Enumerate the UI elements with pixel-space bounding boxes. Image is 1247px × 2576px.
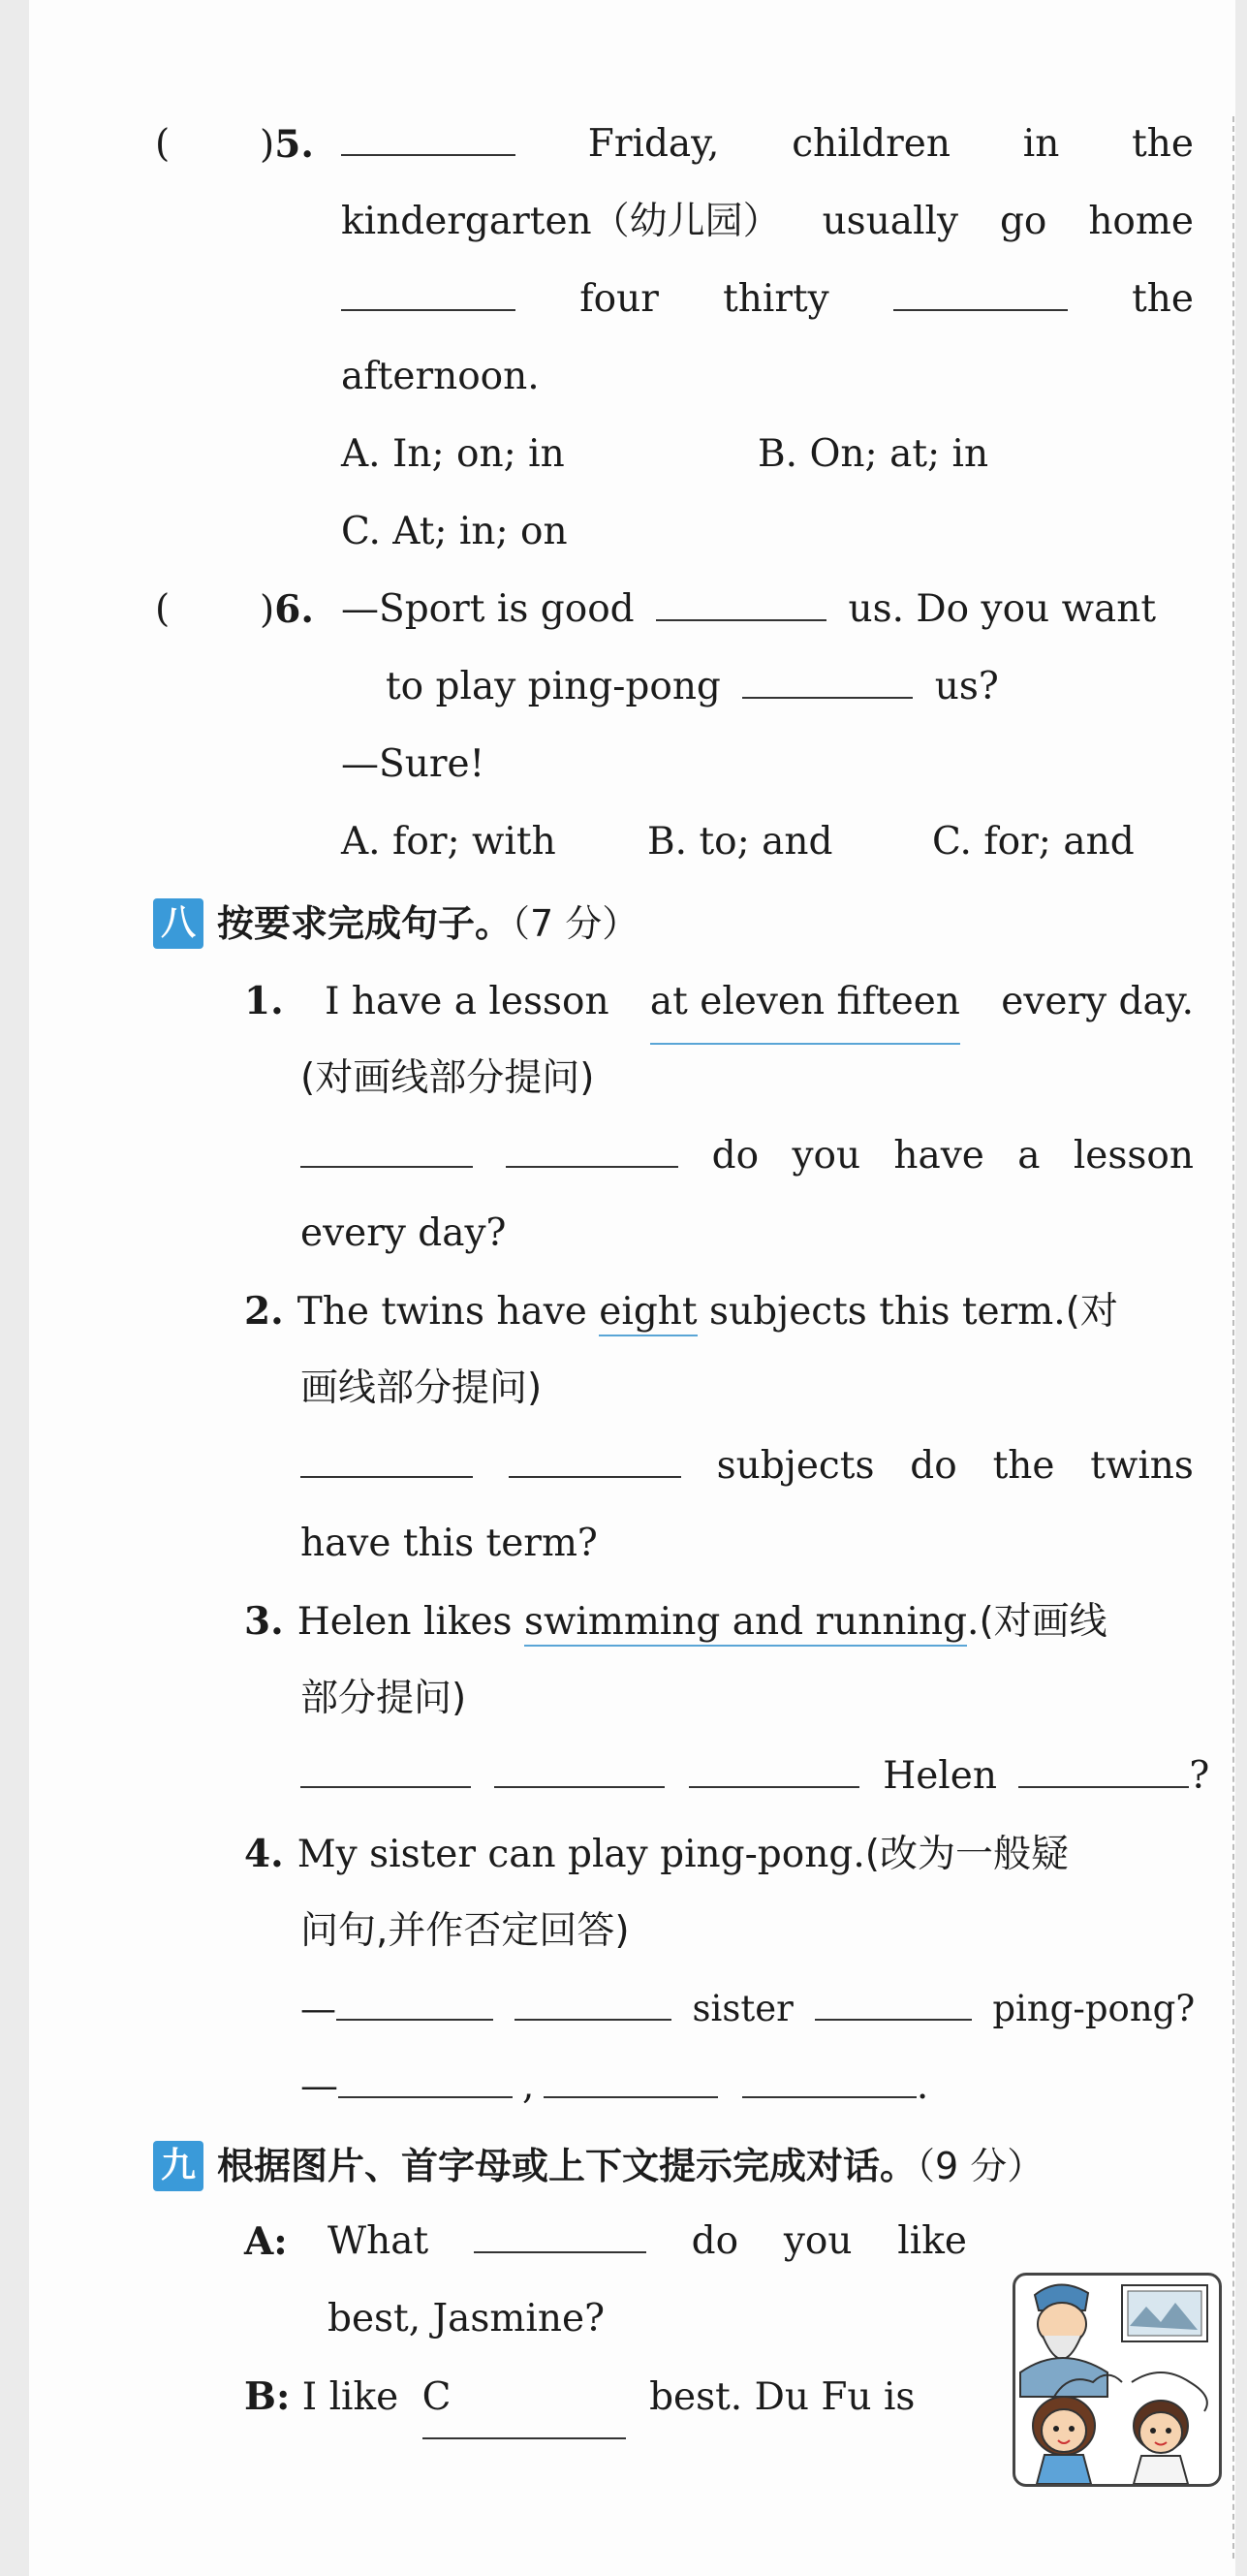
dialog-text: best, Jasmine? bbox=[327, 2297, 605, 2340]
underlined-phrase: at eleven fifteen bbox=[650, 962, 960, 1045]
dialogue-illustration bbox=[1013, 2273, 1222, 2487]
instruction: 问句,并作否定回答) bbox=[300, 1909, 630, 1953]
q6-text: —Sport is good bbox=[341, 587, 635, 631]
q6-number: 6. bbox=[274, 587, 314, 632]
answer-blank[interactable] bbox=[474, 2222, 646, 2253]
section8-header bbox=[153, 882, 639, 961]
hint-letter: C bbox=[421, 2375, 452, 2419]
s8-q1-line1 bbox=[244, 961, 1194, 1041]
dialog-b-line1 bbox=[244, 2357, 915, 2436]
speaker-label: B: bbox=[244, 2374, 291, 2419]
section-points: （7 分） bbox=[512, 902, 639, 945]
q6-text: to play ping-pong bbox=[386, 665, 721, 708]
answer-word: ? bbox=[1189, 1754, 1210, 1798]
answer-word: lesson bbox=[1073, 1134, 1194, 1178]
s8-q1-answer bbox=[300, 1116, 1194, 1196]
q-number: 4. bbox=[244, 1832, 284, 1876]
girl-figure bbox=[1033, 2397, 1095, 2484]
q5-blank-3[interactable] bbox=[893, 280, 1068, 311]
q-number: 3. bbox=[244, 1599, 284, 1644]
q5-word: kindergarten（幼儿园） bbox=[341, 200, 781, 243]
q5-paren bbox=[155, 105, 170, 184]
answer-blank[interactable] bbox=[509, 1447, 681, 1478]
speaker-label: A: bbox=[244, 2219, 288, 2264]
q5-word: Friday, bbox=[587, 122, 720, 166]
answer-blank[interactable] bbox=[742, 2067, 917, 2098]
answer-text: every day? bbox=[300, 1211, 507, 1255]
answer-word: have bbox=[893, 1134, 984, 1178]
dialog-a-line1 bbox=[244, 2202, 288, 2281]
question-text: Helen likes bbox=[296, 1600, 513, 1644]
q5-word: children bbox=[792, 122, 951, 166]
q6-line2 bbox=[386, 647, 999, 727]
s8-q2-line1 bbox=[244, 1272, 1118, 1351]
answer-word: sister bbox=[692, 1988, 794, 2029]
q5-line3 bbox=[341, 260, 1194, 339]
instruction: 部分提问) bbox=[300, 1677, 467, 1720]
q5-option-a: A. In; on; in bbox=[341, 432, 565, 476]
q6-option-b: B. to; and bbox=[647, 820, 833, 864]
dashed-margin-rule bbox=[1232, 116, 1234, 2559]
instruction: (对 bbox=[1065, 1290, 1118, 1334]
q-number: 2. bbox=[244, 1289, 284, 1334]
section9-header bbox=[153, 2124, 1044, 2204]
answer-paren-close: ) bbox=[260, 588, 275, 632]
s8-q4-answer2 bbox=[300, 2047, 928, 2126]
comma: , bbox=[522, 2064, 535, 2108]
q5-line1 bbox=[341, 105, 1194, 184]
answer-word: do bbox=[711, 1134, 760, 1178]
boy-figure bbox=[1134, 2401, 1188, 2484]
answer-blank[interactable] bbox=[338, 2067, 513, 2098]
answer-blank[interactable] bbox=[1018, 1757, 1189, 1788]
question-text: My sister can play ping-pong. bbox=[296, 1833, 865, 1876]
q6-blank-2[interactable] bbox=[742, 668, 913, 699]
answer-word: Helen bbox=[883, 1754, 997, 1798]
instruction: 画线部分提问) bbox=[300, 1367, 543, 1410]
worksheet-page bbox=[29, 0, 1235, 2576]
answer-blank[interactable] bbox=[815, 1990, 972, 2021]
q6-text: us? bbox=[934, 665, 999, 708]
answer-word: ping-pong? bbox=[992, 1988, 1196, 2029]
answer-text: have this term? bbox=[300, 1522, 598, 1565]
question-text: . bbox=[967, 1600, 980, 1644]
dialog-word: you bbox=[783, 2219, 853, 2263]
answer-blank[interactable] bbox=[336, 1990, 493, 2021]
dialog-word: best. Du Fu is bbox=[649, 2375, 916, 2419]
answer-blank[interactable] bbox=[494, 1757, 665, 1788]
q5-line4: afternoon. bbox=[341, 355, 540, 398]
q5-word: usually bbox=[822, 200, 959, 243]
section-badge: 九 bbox=[153, 2141, 203, 2191]
underlined-phrase: eight bbox=[599, 1290, 697, 1336]
q6-line3: —Sure! bbox=[341, 742, 485, 786]
q5-word: the bbox=[1132, 277, 1194, 321]
q5-word: four bbox=[579, 277, 659, 321]
answer-blank[interactable] bbox=[300, 1757, 471, 1788]
answer-word: twins bbox=[1090, 1444, 1194, 1488]
dash: — bbox=[300, 2064, 338, 2108]
answer-blank[interactable] bbox=[300, 1137, 473, 1168]
dialog-word: What bbox=[327, 2219, 429, 2263]
question-text: subjects this term. bbox=[709, 1290, 1066, 1334]
answer-word: subjects bbox=[716, 1444, 875, 1488]
answer-blank[interactable] bbox=[300, 1447, 473, 1478]
answer-word: a bbox=[1017, 1134, 1041, 1178]
question-text: every day. bbox=[1001, 980, 1194, 1023]
section-points: （9 分） bbox=[917, 2145, 1044, 2187]
q5-option-c: C. At; in; on bbox=[341, 510, 568, 553]
q6-option-a: A. for; with bbox=[341, 820, 556, 864]
q6-number-wrap bbox=[260, 570, 314, 649]
answer-paren-open: ( bbox=[155, 587, 171, 631]
dialog-word: I like bbox=[301, 2375, 399, 2419]
answer-blank-with-hint[interactable] bbox=[422, 2358, 626, 2439]
q5-word: home bbox=[1088, 200, 1194, 243]
q5-number-wrap bbox=[260, 105, 314, 184]
underlined-phrase: swimming and running bbox=[524, 1600, 967, 1647]
instruction: (对画线部分提问) bbox=[300, 1056, 595, 1100]
q6-text: us. Do you want bbox=[848, 587, 1156, 631]
answer-word: the bbox=[992, 1444, 1055, 1488]
q5-word: in bbox=[1022, 122, 1060, 166]
answer-word: do bbox=[910, 1444, 957, 1488]
answer-blank[interactable] bbox=[506, 1137, 678, 1168]
answer-blank[interactable] bbox=[689, 1757, 859, 1788]
section-badge: 八 bbox=[153, 898, 203, 949]
q6-paren bbox=[155, 570, 170, 649]
period: . bbox=[916, 2064, 929, 2108]
dialog-word: do bbox=[691, 2219, 739, 2263]
question-text: I have a lesson bbox=[325, 980, 609, 1023]
s8-q4-line1 bbox=[244, 1814, 1069, 1894]
s8-q2-answer bbox=[300, 1427, 1194, 1506]
instruction: (对画线 bbox=[979, 1600, 1107, 1644]
q5-line2 bbox=[341, 182, 1194, 262]
s8-q4-answer1 bbox=[300, 1969, 1195, 2049]
q6-line1 bbox=[341, 570, 1156, 649]
q5-option-b: B. On; at; in bbox=[758, 432, 989, 476]
q5-blank-2[interactable] bbox=[341, 280, 515, 311]
section-title: 按要求完成句子。 bbox=[217, 902, 513, 945]
q-number: 1. bbox=[244, 979, 284, 1023]
q5-word: the bbox=[1132, 122, 1194, 166]
poet-and-children-illustration bbox=[1015, 2276, 1219, 2484]
answer-blank[interactable] bbox=[544, 2067, 718, 2098]
q6-option-c: C. for; and bbox=[932, 820, 1135, 864]
answer-paren-open: ( bbox=[155, 122, 171, 166]
s8-q3-answer bbox=[300, 1737, 1209, 1816]
s8-q3-line1 bbox=[244, 1582, 1107, 1661]
q5-word: thirty bbox=[723, 277, 829, 321]
instruction: (改为一般疑 bbox=[864, 1833, 1069, 1876]
q6-blank-1[interactable] bbox=[656, 590, 826, 621]
landscape-painting bbox=[1122, 2285, 1207, 2341]
dialog-word: like bbox=[897, 2219, 967, 2263]
q5-word: go bbox=[999, 200, 1047, 243]
question-text: The twins have bbox=[296, 1290, 587, 1334]
q5-number: 5. bbox=[274, 122, 314, 167]
answer-paren-close: ) bbox=[260, 123, 275, 167]
answer-blank[interactable] bbox=[514, 1990, 671, 2021]
dialog-a-words bbox=[327, 2202, 967, 2281]
q5-blank-1[interactable] bbox=[341, 125, 515, 156]
section-title: 根据图片、首字母或上下文提示完成对话。 bbox=[217, 2145, 918, 2187]
dash: — bbox=[300, 1988, 336, 2029]
answer-word: you bbox=[792, 1134, 861, 1178]
